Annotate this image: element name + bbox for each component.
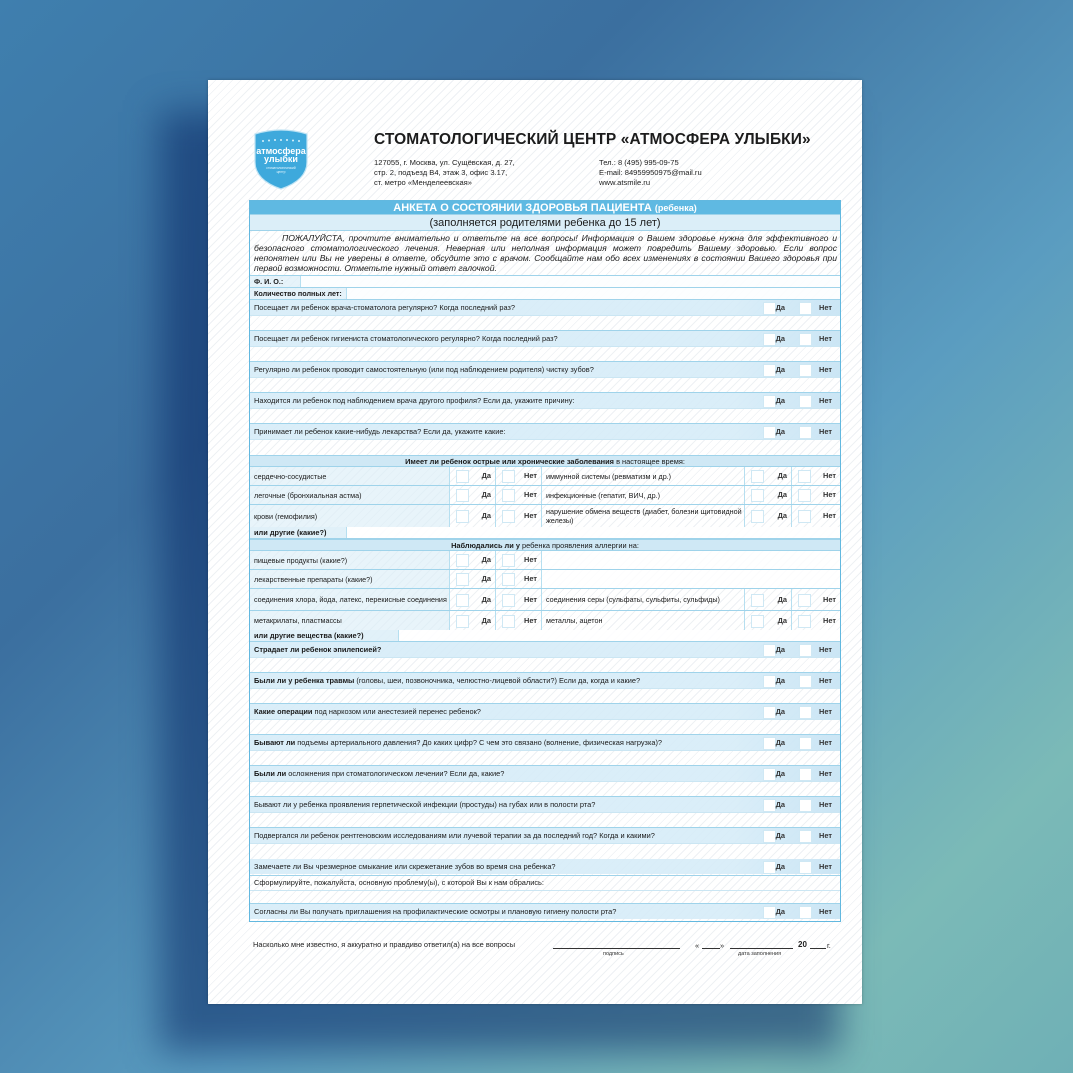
allergy-header-bold: Наблюдались ли у	[451, 541, 520, 550]
condition-right-label	[542, 589, 745, 610]
question-row	[250, 828, 840, 859]
yes-label: Да	[777, 615, 787, 625]
yes-checkbox[interactable]	[763, 737, 776, 750]
no-checkbox[interactable]	[502, 594, 515, 607]
address-line: стр. 2, подъезд В4, этаж 3, офис 3.17,	[374, 168, 508, 177]
condition-text: пищевые продукты (какие?)	[254, 555, 348, 565]
question-text: осложнения при стоматологическом лечении? Если да, какие?	[286, 769, 505, 778]
question-row	[250, 331, 840, 362]
condition-left-label	[250, 467, 450, 485]
condition-text: соединения серы (сульфаты, сульфиты, сульфиды)	[546, 595, 720, 604]
yes-checkbox[interactable]	[456, 554, 469, 567]
yes-checkbox[interactable]	[763, 426, 776, 439]
no-checkbox[interactable]	[799, 768, 812, 781]
left-no-cell	[496, 486, 542, 504]
yes-checkbox[interactable]	[456, 489, 469, 502]
question-text: Посещает ли ребенок гигиениста стоматологического регулярно? Когда последний раз?	[254, 334, 558, 343]
yes-checkbox[interactable]	[456, 594, 469, 607]
no-checkbox[interactable]	[799, 333, 812, 346]
question-text: (головы, шеи, позвоночника, челюстно-лицевой области?) Если да, когда и какие?	[354, 676, 641, 685]
condition-row	[250, 505, 840, 527]
yes-checkbox[interactable]	[751, 615, 764, 628]
left-no-cell	[496, 589, 542, 610]
no-label: Нет	[524, 511, 537, 520]
left-yes-cell	[450, 611, 496, 630]
condition-text: иммунной системы (ревматизм и др.)	[546, 471, 672, 481]
condition-text: сердечно-сосудистые	[254, 471, 327, 481]
signature-caption: подпись	[603, 951, 624, 957]
no-label: Нет	[823, 511, 836, 520]
health-questionnaire-form	[249, 200, 841, 922]
no-label: Нет	[819, 862, 832, 871]
address-line: 127055, г. Москва, ул. Сущёвская, д. 27,	[374, 158, 515, 167]
no-label: Нет	[823, 471, 836, 480]
day-field[interactable]	[702, 948, 720, 949]
no-label: Нет	[819, 769, 832, 778]
question-line	[250, 362, 840, 378]
question-row	[250, 735, 840, 766]
condition-text: нарушение обмена веществ (диабет, болезни щитовидной железы)	[546, 507, 742, 525]
no-checkbox[interactable]	[798, 470, 811, 483]
question-row	[250, 673, 840, 704]
condition-text: метакрилаты, пластмассы	[254, 616, 342, 625]
condition-text: крови (гемофилия)	[254, 511, 318, 521]
left-no-cell	[496, 551, 542, 569]
yes-label: Да	[775, 738, 785, 747]
question-line	[250, 766, 840, 782]
question-text: Регулярно ли ребенок проводит самостоятельную (или под наблюдением родителя) чистку зубов?	[254, 365, 594, 374]
svg-text:атмосфера: атмосфера	[256, 146, 306, 156]
left-no-cell	[496, 467, 542, 485]
allergy-header-light: ребенка проявления аллергии на:	[522, 541, 639, 550]
diseases-header-bold: Имеет ли ребенок острые или хронические заболевания	[405, 457, 614, 466]
question-text-bold: Были ли у ребенка травмы	[254, 676, 355, 685]
question-text: Находится ли ребенок под наблюдением врача другого профиля? Если да, укажите причину:	[254, 396, 575, 405]
no-label: Нет	[823, 490, 836, 499]
condition-row	[250, 551, 840, 570]
answer-input[interactable]	[250, 378, 840, 392]
yes-label: Да	[775, 769, 785, 778]
clinic-header	[251, 128, 841, 198]
form-subtitle: (заполняется родителями ребенка до 15 лет)	[250, 215, 840, 231]
yes-label: Да	[775, 334, 785, 343]
right-no-cell	[792, 486, 840, 504]
no-label: Нет	[819, 303, 832, 312]
fio-input[interactable]	[300, 276, 840, 287]
condition-right-label	[542, 505, 745, 527]
no-label: Нет	[819, 738, 832, 747]
question-text: Подвергался ли ребенок рентгеновским исследованиям или лучевой терапии за да последний год? Когда и какими?	[254, 831, 655, 840]
condition-text: лекарственные препараты (какие?)	[254, 574, 373, 584]
question-text: Принимает ли ребенок какие-нибудь лекарства? Если да, укажите какие:	[254, 427, 506, 436]
allergy-section-header	[250, 539, 840, 551]
answer-input[interactable]	[250, 720, 840, 734]
month-field[interactable]	[730, 948, 793, 949]
clinic-logo-shield-icon	[251, 128, 311, 190]
no-label: Нет	[819, 676, 832, 685]
question-line	[250, 300, 840, 316]
yes-label: Да	[481, 594, 491, 604]
question-line	[250, 859, 840, 874]
no-checkbox[interactable]	[502, 554, 515, 567]
yes-checkbox[interactable]	[763, 644, 776, 657]
condition-row	[250, 570, 840, 589]
yes-label: Да	[481, 471, 491, 480]
question-row	[250, 300, 840, 331]
condition-left-label	[250, 589, 450, 610]
question-text-bold: Страдает ли ребенок эпилепсией?	[254, 645, 382, 654]
diseases-other-row	[250, 527, 840, 539]
no-checkbox[interactable]	[798, 594, 811, 607]
no-label: Нет	[524, 615, 537, 625]
yes-checkbox[interactable]	[456, 615, 469, 628]
age-label: Количество полных лет:	[254, 289, 342, 298]
question-line	[250, 797, 840, 813]
diseases-section-header	[250, 455, 840, 467]
left-yes-cell	[450, 505, 496, 527]
answer-input[interactable]	[250, 658, 840, 672]
year-prefix: 20	[798, 940, 807, 949]
yes-checkbox[interactable]	[751, 510, 764, 523]
condition-text: инфекционные (гепатит, ВИЧ, др.)	[546, 490, 660, 500]
signature-footer	[253, 938, 843, 962]
no-label: Нет	[524, 471, 537, 480]
no-label: Нет	[819, 645, 832, 654]
bruxism-question-row	[250, 859, 840, 876]
no-checkbox[interactable]	[798, 510, 811, 523]
yes-label: Да	[775, 303, 785, 312]
clinic-contacts	[599, 158, 702, 188]
yes-checkbox[interactable]	[763, 302, 776, 315]
age-input[interactable]	[346, 288, 840, 299]
question-row	[250, 766, 840, 797]
right-yes-cell	[745, 486, 792, 504]
no-checkbox[interactable]	[799, 830, 812, 843]
condition-row	[250, 467, 840, 486]
allergy-other-label: или другие вещества (какие?)	[250, 630, 399, 641]
condition-row	[250, 486, 840, 505]
diseases-header-light: в настоящее время:	[616, 457, 685, 466]
left-no-cell	[496, 611, 542, 630]
answer-input[interactable]	[250, 347, 840, 361]
question-line	[250, 331, 840, 347]
no-checkbox[interactable]	[799, 799, 812, 812]
answer-input[interactable]	[250, 409, 840, 423]
answer-input[interactable]	[250, 813, 840, 827]
question-line	[250, 642, 840, 658]
yes-label: Да	[777, 490, 787, 499]
condition-left-label	[250, 611, 450, 630]
yes-label: Да	[775, 907, 785, 916]
no-checkbox[interactable]	[799, 675, 812, 688]
question-line	[250, 828, 840, 844]
left-yes-cell	[450, 551, 496, 569]
left-no-cell	[496, 570, 542, 588]
yes-label: Да	[775, 800, 785, 809]
svg-text:стоматологический: стоматологический	[266, 166, 296, 170]
svg-text:центр: центр	[276, 170, 286, 174]
question-line	[250, 673, 840, 689]
yes-checkbox[interactable]	[763, 830, 776, 843]
no-label: Нет	[819, 427, 832, 436]
question-text: подъемы артериального давления? До каких цифр? С чем это связано (волнение, физическая нагрузка)?	[295, 738, 663, 747]
main-problem-row	[250, 876, 840, 904]
condition-details-input[interactable]	[542, 570, 840, 588]
yes-label: Да	[775, 427, 785, 436]
answer-input[interactable]	[250, 689, 840, 703]
no-label: Нет	[819, 907, 832, 916]
right-no-cell	[792, 589, 840, 610]
right-yes-cell	[745, 589, 792, 610]
no-checkbox[interactable]	[502, 573, 515, 586]
yes-checkbox[interactable]	[763, 799, 776, 812]
diseases-other-input[interactable]	[347, 527, 840, 538]
answer-input[interactable]	[250, 316, 840, 330]
yes-label: Да	[777, 511, 787, 520]
no-checkbox[interactable]	[799, 302, 812, 315]
yes-label: Да	[775, 676, 785, 685]
no-label: Нет	[819, 396, 832, 405]
condition-right-label	[542, 611, 745, 630]
no-label: Нет	[823, 594, 836, 604]
confirmation-statement: Насколько мне известно, я аккуратно и правдиво ответил(а) на все вопросы	[253, 940, 516, 949]
phone-text: Тел.: 8 (495) 995-09-75	[599, 158, 679, 167]
question-text: Посещает ли ребенок врача-стоматолога регулярно? Когда последний раз?	[254, 303, 515, 312]
website-text: www.atsmile.ru	[599, 178, 651, 187]
question-text: Бывают ли у ребенка проявления герпетической инфекции (простуды) на губах или в полости рта?	[254, 800, 596, 809]
main-problem-label: Сформулируйте, пожалуйста, основную проблему(ы), с которой Вы к нам обрались:	[250, 876, 840, 891]
email-text: E-mail: 84959950975@mail.ru	[599, 168, 702, 177]
question-line	[250, 424, 840, 440]
right-yes-cell	[745, 611, 792, 630]
answer-input[interactable]	[250, 844, 840, 859]
no-label: Нет	[524, 555, 537, 564]
question-line	[250, 904, 840, 919]
no-checkbox[interactable]	[799, 706, 812, 719]
right-yes-cell	[745, 467, 792, 485]
no-checkbox[interactable]	[799, 364, 812, 377]
no-checkbox[interactable]	[502, 489, 515, 502]
left-yes-cell	[450, 570, 496, 588]
condition-text: соединения хлора, йода, латекс, перекисные соединения	[254, 595, 447, 604]
yes-label: Да	[481, 574, 491, 583]
condition-left-label	[250, 486, 450, 504]
no-checkbox[interactable]	[798, 615, 811, 628]
clinic-title: СТОМАТОЛОГИЧЕСКИЙ ЦЕНТР «АТМОСФЕРА УЛЫБКИ»	[374, 131, 811, 148]
question-row	[250, 704, 840, 735]
question-row	[250, 362, 840, 393]
form-title-banner	[250, 201, 840, 215]
left-yes-cell	[450, 467, 496, 485]
yes-checkbox[interactable]	[763, 364, 776, 377]
fio-row	[250, 276, 840, 288]
yes-checkbox[interactable]	[763, 675, 776, 688]
year-field[interactable]	[810, 948, 826, 949]
question-row	[250, 797, 840, 828]
question-text-bold: Были ли	[254, 769, 287, 778]
condition-right-label	[542, 467, 745, 485]
question-text: под наркозом или анестезией перенес ребенок?	[312, 707, 481, 716]
left-yes-cell	[450, 486, 496, 504]
no-checkbox[interactable]	[502, 470, 515, 483]
yes-label: Да	[775, 645, 785, 654]
yes-checkbox[interactable]	[456, 510, 469, 523]
question-text: Согласны ли Вы получать приглашения на профилактические осмотры и плановую гигиену полости рта?	[254, 907, 617, 916]
yes-label: Да	[481, 511, 491, 520]
no-label: Нет	[819, 831, 832, 840]
yes-checkbox[interactable]	[763, 395, 776, 408]
yes-checkbox[interactable]	[763, 333, 776, 346]
no-checkbox[interactable]	[799, 644, 812, 657]
question-line	[250, 393, 840, 409]
yes-checkbox[interactable]	[456, 470, 469, 483]
year-suffix: г.	[827, 941, 831, 950]
right-no-cell	[792, 505, 840, 527]
allergy-other-input[interactable]	[399, 630, 840, 641]
question-text: Замечаете ли Вы чрезмерное смыкание или скрежетание зубов во время сна ребенка?	[254, 862, 556, 871]
yes-label: Да	[481, 490, 491, 499]
no-checkbox[interactable]	[799, 737, 812, 750]
question-text-bold: Бывают ли	[254, 738, 296, 747]
no-label: Нет	[524, 490, 537, 499]
yes-checkbox[interactable]	[456, 573, 469, 586]
no-checkbox[interactable]	[799, 906, 812, 919]
yes-checkbox[interactable]	[751, 489, 764, 502]
no-checkbox[interactable]	[799, 426, 812, 439]
yes-label: Да	[775, 365, 785, 374]
yes-label: Да	[777, 594, 787, 604]
no-label: Нет	[819, 365, 832, 374]
question-line	[250, 735, 840, 751]
no-checkbox[interactable]	[798, 489, 811, 502]
left-yes-cell	[450, 589, 496, 610]
form-title-qualifier: (ребенка)	[654, 203, 697, 213]
condition-text: легочные (бронхиальная астма)	[254, 490, 362, 500]
no-label: Нет	[524, 594, 537, 604]
no-checkbox[interactable]	[799, 395, 812, 408]
clinic-address	[374, 158, 515, 188]
diseases-other-label: или другие (какие?)	[250, 527, 347, 538]
date-caption: дата заполнения	[738, 951, 782, 957]
no-checkbox[interactable]	[799, 861, 812, 874]
yes-label: Да	[775, 831, 785, 840]
no-checkbox[interactable]	[502, 615, 515, 628]
condition-left-label	[250, 505, 450, 527]
yes-checkbox[interactable]	[751, 594, 764, 607]
age-row	[250, 288, 840, 300]
condition-row	[250, 611, 840, 630]
yes-label: Да	[775, 707, 785, 716]
yes-label: Да	[481, 615, 491, 625]
condition-left-label	[250, 570, 450, 588]
no-label: Нет	[819, 800, 832, 809]
right-yes-cell	[745, 505, 792, 527]
fio-label: Ф. И. О.:	[254, 277, 284, 286]
questionnaire-sheet	[208, 80, 862, 1004]
allergy-other-row	[250, 630, 840, 642]
right-no-cell	[792, 611, 840, 630]
yes-checkbox[interactable]	[751, 470, 764, 483]
yes-label: Да	[777, 471, 787, 480]
question-text-bold: Какие операции	[254, 707, 313, 716]
answer-input[interactable]	[250, 751, 840, 765]
form-title: АНКЕТА О СОСТОЯНИИ ЗДОРОВЬЯ ПАЦИЕНТА	[393, 202, 652, 214]
right-no-cell	[792, 467, 840, 485]
address-line: ст. метро «Менделеевская»	[374, 178, 473, 187]
question-row	[250, 424, 840, 455]
yes-label: Да	[481, 555, 491, 564]
no-checkbox[interactable]	[502, 510, 515, 523]
condition-details-input[interactable]	[542, 551, 840, 569]
no-label: Нет	[819, 707, 832, 716]
condition-left-label	[250, 551, 450, 569]
quote-open: «	[695, 941, 700, 950]
yes-checkbox[interactable]	[763, 861, 776, 874]
quote-close: »	[720, 941, 725, 950]
left-no-cell	[496, 505, 542, 527]
condition-right-label	[542, 486, 745, 504]
svg-text:улыбки: улыбки	[264, 154, 298, 164]
yes-checkbox[interactable]	[763, 706, 776, 719]
consent-question-row	[250, 904, 840, 921]
answer-input[interactable]	[250, 782, 840, 796]
no-label: Нет	[819, 334, 832, 343]
yes-label: Да	[775, 862, 785, 871]
no-label: Нет	[823, 615, 836, 625]
signature-field[interactable]	[553, 948, 680, 949]
form-instructions	[250, 231, 840, 276]
question-row	[250, 393, 840, 424]
condition-text: металлы, ацетон	[546, 616, 603, 625]
answer-input[interactable]	[250, 440, 840, 455]
instructions-text: ПОЖАЛУЙСТА, прочтите внимательно и ответьте на все вопросы! Информация о Вашем здоровье нужна для эффективного и безопасного стоматологического лечения. Неверная или неполная информация может повредить Вашему здоровью. Если вопрос непонятен или Вы не уверены в ответе, обсудите это с врачом. Сообщайте нам обо всех изменениях в состоянии Вашего здоровья при первой возможности. Отметьте нужный ответ галочкой.	[254, 233, 837, 273]
condition-row	[250, 589, 840, 611]
question-line	[250, 704, 840, 720]
main-problem-input[interactable]	[250, 891, 840, 903]
question-row	[250, 642, 840, 673]
yes-checkbox[interactable]	[763, 906, 776, 919]
yes-label: Да	[775, 396, 785, 405]
yes-checkbox[interactable]	[763, 768, 776, 781]
no-label: Нет	[524, 574, 537, 583]
